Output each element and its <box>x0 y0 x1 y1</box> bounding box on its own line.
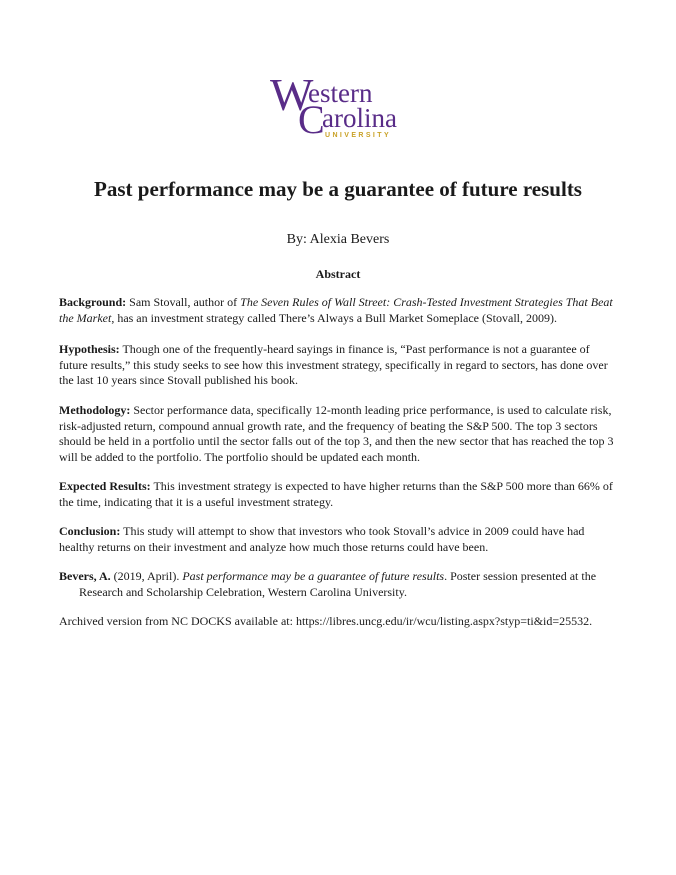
hypothesis-text: Though one of the frequently-heard sayings in finance is, “Past performance is not a guarantee of future results,” this study seeks to see how this investment strategy, specifically in regard to sectors, has done over the last 10 years since Stovall published his book. <box>59 342 608 388</box>
hypothesis-paragraph <box>59 342 615 389</box>
citation-author: Bevers, A. <box>59 569 111 583</box>
logo-carolina-text: arolina <box>322 103 397 133</box>
expected-results-text: This investment strategy is expected to have higher returns than the S&P 500 more than 66% of the time, indicating that it is a useful investment strategy. <box>59 479 613 509</box>
logo-western-text: estern <box>308 78 373 108</box>
conclusion-paragraph <box>59 524 615 555</box>
hypothesis-label: Hypothesis: <box>59 342 120 356</box>
abstract-heading: Abstract <box>315 267 361 281</box>
document-author: By: Alexia Bevers <box>286 232 390 247</box>
citation-title: Past performance may be a guarantee of future results <box>182 569 445 583</box>
background-text-2: , has an investment strategy called There’s Always a Bull Market Someplace (Stovall, 2009). <box>111 310 557 325</box>
citation-date: (2019, April). <box>110 569 183 583</box>
expected-results-paragraph <box>59 479 615 510</box>
expected-results-label: Expected Results: <box>59 479 151 493</box>
citation-rest-1: . Poster session presented at the <box>444 569 597 583</box>
university-logo <box>270 69 410 142</box>
document-title: Past performance may be a guarantee of future results <box>94 177 582 201</box>
archived-link-text[interactable]: Archived version from NC DOCKS available at: https://libres.uncg.edu/ir/wcu/listing.aspx?styp=ti&id=25532. <box>59 614 593 628</box>
book-title: The Seven Rules of Wall Street: Crash-Tested Investment Strategies That Beat the Market <box>59 295 613 325</box>
logo-university-text: UNIVERSITY <box>325 132 392 139</box>
background-label: Background: <box>59 295 127 309</box>
methodology-text: Sector performance data, specifically 12-month leading price performance, is used to calculate risk, risk-adjusted return, compound annual growth rate, and the frequency of beating the S&P 500. The top 3 sectors should be held in a portfolio until the sector falls out of the top 3, and then the new sector that has reached the top 3 will be added to the portfolio. The portfolio should be updated each month. <box>59 403 614 464</box>
logo-w-letter: W <box>270 69 312 120</box>
methodology-paragraph <box>59 403 615 465</box>
citation-paragraph <box>59 569 615 600</box>
conclusion-label: Conclusion: <box>59 524 121 538</box>
logo-c-letter: C <box>298 97 325 142</box>
methodology-label: Methodology: <box>59 403 131 417</box>
conclusion-text: This study will attempt to show that investors who took Stovall’s advice in 2009 could have had healthy returns on their investment and analyze how much those returns could have been. <box>59 524 585 554</box>
background-paragraph <box>59 295 615 326</box>
citation-rest-2: Research and Scholarship Celebration, Western Carolina University. <box>79 584 407 599</box>
background-text-1: Sam Stovall, author of <box>126 295 241 309</box>
